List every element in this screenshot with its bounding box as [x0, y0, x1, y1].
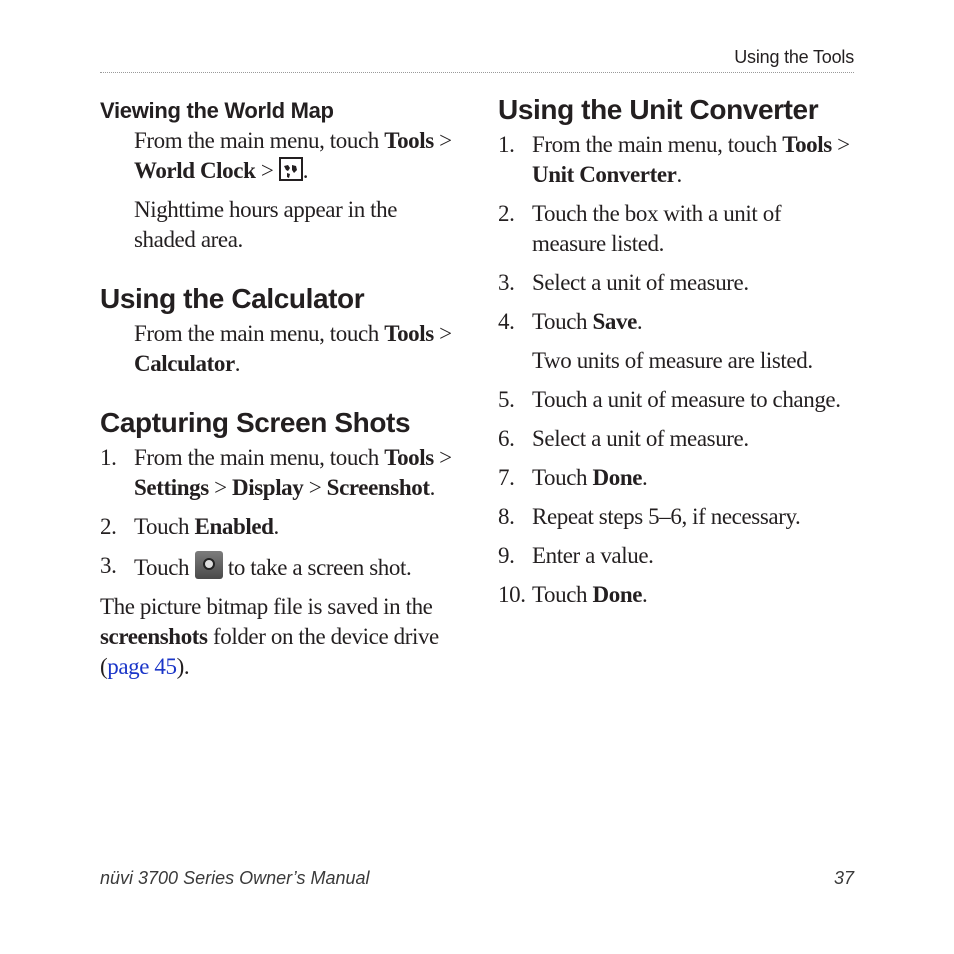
camera-icon	[195, 551, 223, 579]
right-column	[498, 92, 860, 619]
list-item: 6. Select a unit of measure.	[498, 426, 749, 451]
header-divider	[100, 72, 854, 73]
world-map-icon	[279, 157, 303, 181]
page-link[interactable]: page 45	[107, 654, 177, 679]
page-number: 37	[833, 868, 854, 888]
unit-converter-heading: Using the Unit Converter	[498, 94, 819, 125]
calculator-heading: Using the Calculator	[100, 283, 365, 314]
list-item: 1. From the main menu, touch Tools > Unit Converter.	[498, 132, 850, 187]
list-item: 2. Touch the box with a unit of measure listed.	[498, 201, 782, 256]
world-map-heading: Viewing the World Map	[100, 98, 334, 123]
list-item: 3. Touch to take a screen shot.	[100, 553, 412, 580]
list-item: 9. Enter a value.	[498, 543, 654, 568]
running-header: Using the Tools	[734, 47, 854, 67]
screenshots-heading: Capturing Screen Shots	[100, 407, 411, 438]
step-note: Two units of measure are listed.	[532, 348, 813, 373]
list-item: 5. Touch a unit of measure to change.	[498, 387, 841, 412]
screenshots-closing: The picture bitmap file is saved in the screenshots folder on the device drive (page 45).	[100, 594, 439, 679]
left-column	[100, 92, 460, 691]
world-map-instruction: From the main menu, touch Tools > World Clock > .	[134, 128, 452, 183]
calculator-instruction: From the main menu, touch Tools > Calculator.	[134, 321, 452, 376]
list-item: 10. Touch Done.	[498, 582, 648, 607]
list-item: 2. Touch Enabled.	[100, 514, 279, 539]
list-item: 7. Touch Done.	[498, 465, 648, 490]
list-item: 4. Touch Save.	[498, 309, 643, 334]
world-map-note: Nighttime hours appear in the shaded area.	[134, 197, 398, 252]
list-item: 1. From the main menu, touch Tools > Settings > Display > Screenshot.	[100, 445, 452, 500]
list-item: 8. Repeat steps 5–6, if necessary.	[498, 504, 801, 529]
footer-manual-title: nüvi 3700 Series Owner’s Manual	[100, 868, 370, 888]
list-item: 3. Select a unit of measure.	[498, 270, 749, 295]
